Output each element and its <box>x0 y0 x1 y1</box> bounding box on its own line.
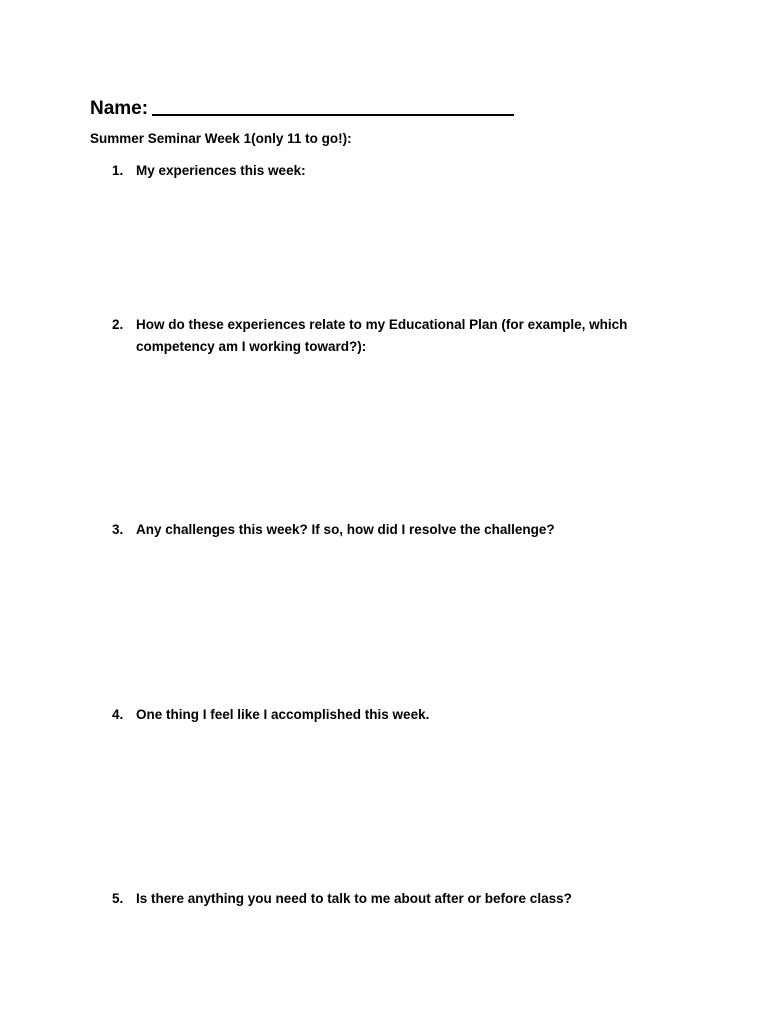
question-3 <box>112 519 652 541</box>
question-number: 1. <box>112 163 124 178</box>
question-text: Any challenges this week? If so, how did I resolve the challenge? <box>136 522 555 537</box>
name-field-row <box>90 94 514 120</box>
question-number: 2. <box>112 317 124 332</box>
question-number: 3. <box>112 522 124 537</box>
question-text: My experiences this week: <box>136 163 306 178</box>
question-5 <box>112 888 652 910</box>
worksheet-subtitle: Summer Seminar Week 1(only 11 to go!): <box>90 131 352 146</box>
name-blank-line <box>152 96 514 116</box>
name-label: Name: <box>90 98 149 119</box>
question-text: One thing I feel like I accomplished this week. <box>136 707 430 722</box>
question-text: How do these experiences relate to my Educational Plan (for example, which competency am I working toward?): <box>136 317 628 354</box>
question-text: Is there anything you need to talk to me about after or before class? <box>136 891 572 906</box>
question-2 <box>112 314 652 358</box>
question-number: 5. <box>112 891 124 906</box>
question-number: 4. <box>112 707 124 722</box>
question-4 <box>112 704 652 726</box>
question-1 <box>112 160 652 182</box>
